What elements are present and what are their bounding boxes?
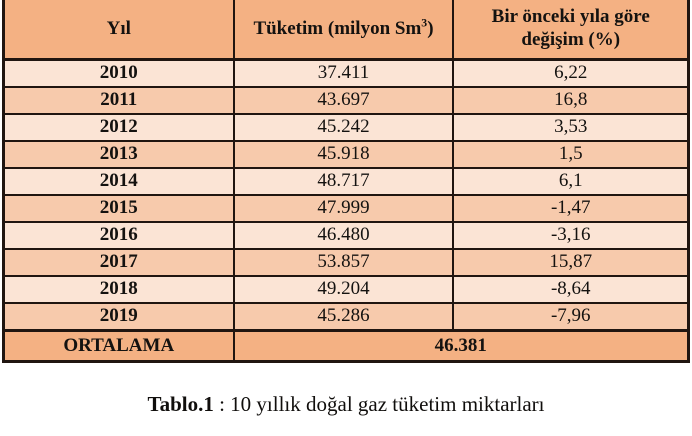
table-row [4, 168, 689, 195]
change-cell: 6,22 [453, 60, 688, 88]
year-cell: 2016 [4, 222, 234, 249]
table-row [4, 87, 689, 114]
consumption-cell: 43.697 [234, 87, 454, 114]
change-header-label: Bir önceki yıla göre değişim (%) [491, 6, 650, 50]
year-cell: 2012 [4, 114, 234, 141]
year-cell: 2014 [4, 168, 234, 195]
consumption-header-label: Tüketim (milyon Sm$^3$) [253, 16, 434, 39]
table-row [4, 303, 689, 331]
change-column-header [453, 0, 688, 60]
year-column-header [4, 0, 234, 60]
year-cell: 2019 [4, 303, 234, 331]
average-label-cell: ORTALAMA [4, 331, 234, 362]
consumption-cell: 47.999 [234, 195, 454, 222]
table-row [4, 249, 689, 276]
year-cell: 2011 [4, 87, 234, 114]
caption-label: Tablo.1 [147, 392, 214, 416]
change-cell: -7,96 [453, 303, 688, 331]
consumption-cell: 45.918 [234, 141, 454, 168]
consumption-cell: 53.857 [234, 249, 454, 276]
table-row [4, 276, 689, 303]
average-value-cell: 46.381 [234, 331, 689, 362]
table-row [4, 222, 689, 249]
table-row [4, 60, 689, 88]
change-cell: 1,5 [453, 141, 688, 168]
table-header [4, 0, 689, 60]
change-cell: 15,87 [453, 249, 688, 276]
change-cell: 6,1 [453, 168, 688, 195]
change-cell: -1,47 [453, 195, 688, 222]
year-cell: 2015 [4, 195, 234, 222]
table-caption [0, 392, 692, 417]
table-row [4, 141, 689, 168]
table-row [4, 195, 689, 222]
change-cell: 16,8 [453, 87, 688, 114]
year-cell: 2013 [4, 141, 234, 168]
consumption-table [2, 0, 690, 363]
consumption-cell: 46.480 [234, 222, 454, 249]
year-cell: 2018 [4, 276, 234, 303]
consumption-column-header [234, 0, 454, 60]
superscript-3: 3 [421, 16, 428, 30]
consumption-cell: 45.242 [234, 114, 454, 141]
change-cell: 3,53 [453, 114, 688, 141]
header-row [4, 0, 689, 60]
average-row [4, 331, 689, 362]
caption-text: : 10 yıllık doğal gaz tüketim miktarları [213, 392, 545, 416]
year-cell: 2010 [4, 60, 234, 88]
consumption-cell: 49.204 [234, 276, 454, 303]
change-cell: -3,16 [453, 222, 688, 249]
table-body [4, 60, 689, 362]
consumption-cell: 45.286 [234, 303, 454, 331]
consumption-cell: 37.411 [234, 60, 454, 88]
change-cell: -8,64 [453, 276, 688, 303]
year-cell: 2017 [4, 249, 234, 276]
table-row [4, 114, 689, 141]
year-header-label: Yıl [106, 17, 131, 39]
consumption-cell: 48.717 [234, 168, 454, 195]
